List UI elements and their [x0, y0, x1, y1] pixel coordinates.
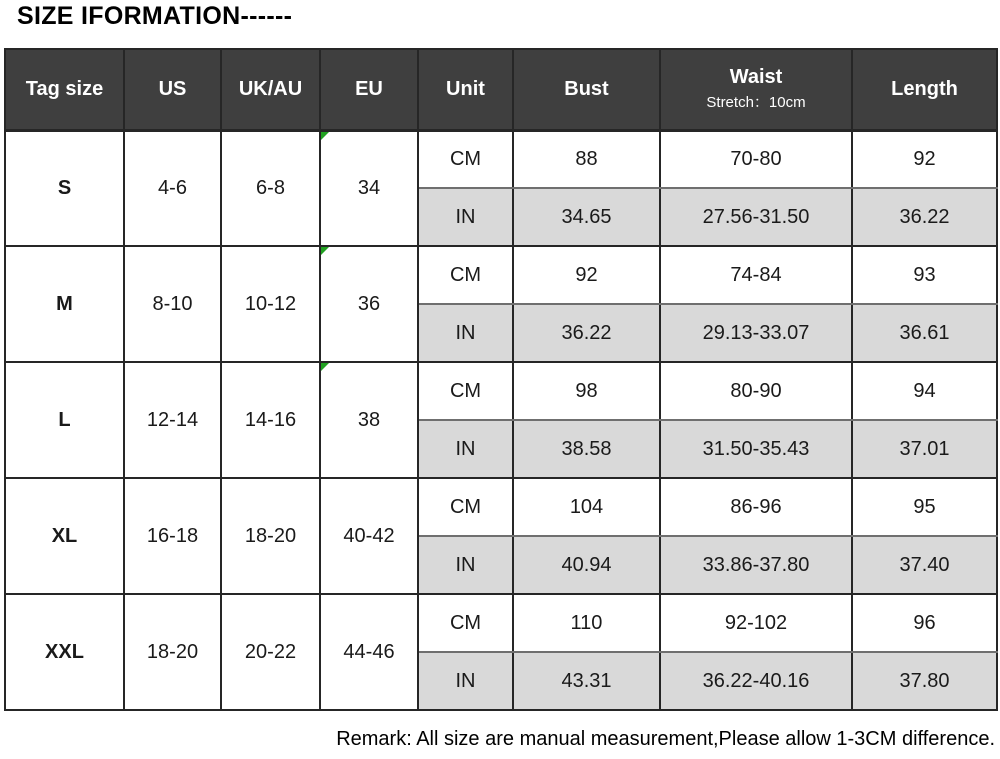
unit-cm-cell: [418, 130, 513, 188]
tag-size-cell: [5, 478, 124, 594]
length-cm-cell: [852, 594, 997, 652]
cell-value: CM: [449, 611, 482, 634]
cell-value: 92-102: [724, 611, 788, 634]
col-header-label: US: [158, 77, 187, 100]
cell-value: 10-12: [244, 292, 297, 315]
size-table-header: [5, 49, 997, 130]
uk-au-size-cell: [221, 594, 320, 710]
eu-size-cell: [320, 594, 418, 710]
cell-value: 37.01: [899, 437, 950, 460]
length-in-cell: [852, 652, 997, 710]
cell-value: IN: [455, 553, 476, 576]
col-header-label: Waist: [729, 66, 783, 89]
bust-in-cell: [513, 652, 660, 710]
uk-au-size-cell: [221, 246, 320, 362]
unit-cm-cell: [418, 362, 513, 420]
waist-in-cell: [660, 304, 852, 362]
waist-cm-cell: [660, 594, 852, 652]
cell-value: 36.22-40.16: [702, 669, 810, 692]
cell-value: 18-20: [244, 524, 297, 547]
col-header-bust: [513, 49, 660, 130]
cell-value: 95: [913, 495, 936, 518]
col-header-label: Unit: [446, 77, 485, 100]
cell-value: 33.86-37.80: [702, 553, 810, 576]
unit-in-cell: [418, 420, 513, 478]
unit-in-cell: [418, 652, 513, 710]
waist-cm-cell: [660, 478, 852, 536]
cell-value: CM: [449, 379, 482, 402]
length-cm-cell: [852, 246, 997, 304]
cell-value: 38: [357, 408, 381, 431]
cell-value: CM: [449, 147, 482, 170]
us-size-cell: [124, 478, 221, 594]
cell-value: XL: [51, 524, 78, 547]
col-header-length: [852, 49, 997, 130]
cell-value: IN: [455, 437, 476, 460]
waist-cm-cell: [660, 130, 852, 188]
col-header-label: Bust: [564, 77, 609, 100]
uk-au-size-cell: [221, 130, 320, 246]
page-title: SIZE IFORMATION------: [17, 2, 293, 30]
bust-cm-cell: [513, 130, 660, 188]
size-row-m-cm: [5, 246, 997, 304]
green-triangle-icon: [321, 363, 329, 371]
cell-value: IN: [455, 205, 476, 228]
cell-value: 27.56-31.50: [702, 205, 810, 228]
waist-in-cell: [660, 536, 852, 594]
cell-value: 16-18: [146, 524, 199, 547]
cell-value: 110: [570, 611, 603, 634]
length-in-cell: [852, 420, 997, 478]
size-table: [4, 48, 998, 711]
cell-value: 96: [913, 611, 936, 634]
col-header-tag-size: [5, 49, 124, 130]
cell-value: 40-42: [343, 524, 395, 547]
bust-cm-cell: [513, 594, 660, 652]
cell-value: 34: [357, 176, 381, 199]
us-size-cell: [124, 362, 221, 478]
eu-size-cell: [320, 130, 418, 246]
cell-value: 93: [913, 263, 936, 286]
cell-value: 98: [575, 379, 598, 402]
col-header-label: Length: [891, 77, 958, 100]
cell-value: 70-80: [730, 147, 782, 170]
cell-value: 12-14: [146, 408, 199, 431]
uk-au-size-cell: [221, 478, 320, 594]
length-cm-cell: [852, 130, 997, 188]
cell-value: XXL: [45, 640, 84, 663]
cell-value: L: [58, 408, 71, 431]
length-in-cell: [852, 536, 997, 594]
cell-value: 20-22: [244, 640, 297, 663]
waist-in-cell: [660, 188, 852, 246]
size-table-body: [5, 130, 997, 710]
bust-in-cell: [513, 188, 660, 246]
waist-in-cell: [660, 420, 852, 478]
size-row-s-cm: [5, 130, 997, 188]
cell-value: 4-6: [158, 176, 187, 199]
unit-in-cell: [418, 188, 513, 246]
cell-value: IN: [455, 669, 476, 692]
cell-value: 14-16: [244, 408, 297, 431]
cell-value: 36: [357, 292, 381, 315]
us-size-cell: [124, 594, 221, 710]
col-header-label: EU: [355, 77, 383, 100]
cell-value: CM: [449, 263, 482, 286]
tag-size-cell: [5, 130, 124, 246]
bust-cm-cell: [513, 246, 660, 304]
cell-value: CM: [449, 495, 482, 518]
cell-value: 37.40: [899, 553, 950, 576]
tag-size-cell: [5, 594, 124, 710]
unit-in-cell: [418, 304, 513, 362]
cell-value: 44-46: [343, 640, 395, 663]
cell-value: 80-90: [730, 379, 782, 402]
green-triangle-icon: [321, 247, 329, 255]
col-header-us: [124, 49, 221, 130]
waist-stretch-note: Stretch：10cm: [706, 94, 806, 112]
cell-value: 86-96: [730, 495, 782, 518]
eu-size-cell: [320, 478, 418, 594]
uk-au-size-cell: [221, 362, 320, 478]
unit-cm-cell: [418, 594, 513, 652]
bust-cm-cell: [513, 362, 660, 420]
cell-value: 34.65: [561, 205, 612, 228]
cell-value: 18-20: [146, 640, 199, 663]
bust-cm-cell: [513, 478, 660, 536]
cell-value: 36.22: [899, 205, 950, 228]
col-header-eu: [320, 49, 418, 130]
bust-in-cell: [513, 420, 660, 478]
size-row-xxl-cm: [5, 594, 997, 652]
length-cm-cell: [852, 478, 997, 536]
cell-value: S: [57, 176, 72, 199]
size-row-l-cm: [5, 362, 997, 420]
green-triangle-icon: [321, 132, 329, 140]
cell-value: IN: [455, 321, 476, 344]
length-in-cell: [852, 304, 997, 362]
cell-value: 43.31: [561, 669, 612, 692]
unit-cm-cell: [418, 478, 513, 536]
remark-text: Remark: All size are manual measurement,Please allow 1-3CM difference.: [336, 728, 995, 750]
eu-size-cell: [320, 246, 418, 362]
cell-value: 8-10: [152, 292, 193, 315]
bust-in-cell: [513, 536, 660, 594]
cell-value: 94: [913, 379, 936, 402]
cell-value: 36.61: [899, 321, 950, 344]
waist-in-cell: [660, 652, 852, 710]
cell-value: 31.50-35.43: [702, 437, 810, 460]
us-size-cell: [124, 130, 221, 246]
cell-value: 92: [913, 147, 936, 170]
cell-value: 38.58: [561, 437, 612, 460]
unit-cm-cell: [418, 246, 513, 304]
cell-value: 88: [575, 147, 598, 170]
size-row-xl-cm: [5, 478, 997, 536]
tag-size-cell: [5, 246, 124, 362]
tag-size-cell: [5, 362, 124, 478]
cell-value: 36.22: [561, 321, 612, 344]
bust-in-cell: [513, 304, 660, 362]
cell-value: 104: [569, 495, 604, 518]
waist-cm-cell: [660, 362, 852, 420]
cell-value: 37.80: [899, 669, 950, 692]
col-header-label: UK/AU: [238, 77, 303, 100]
unit-in-cell: [418, 536, 513, 594]
col-header-unit: [418, 49, 513, 130]
cell-value: M: [56, 292, 73, 315]
us-size-cell: [124, 246, 221, 362]
cell-value: 92: [575, 263, 598, 286]
header-row: [5, 49, 997, 130]
eu-size-cell: [320, 362, 418, 478]
col-header-uk-au: [221, 49, 320, 130]
cell-value: 29.13-33.07: [702, 321, 810, 344]
cell-value: 40.94: [561, 553, 612, 576]
cell-value: 74-84: [730, 263, 782, 286]
cell-value: 6-8: [256, 176, 285, 199]
waist-cm-cell: [660, 246, 852, 304]
col-header-label: Tag size: [25, 77, 104, 100]
length-in-cell: [852, 188, 997, 246]
length-cm-cell: [852, 362, 997, 420]
col-header-waist: [660, 49, 852, 130]
